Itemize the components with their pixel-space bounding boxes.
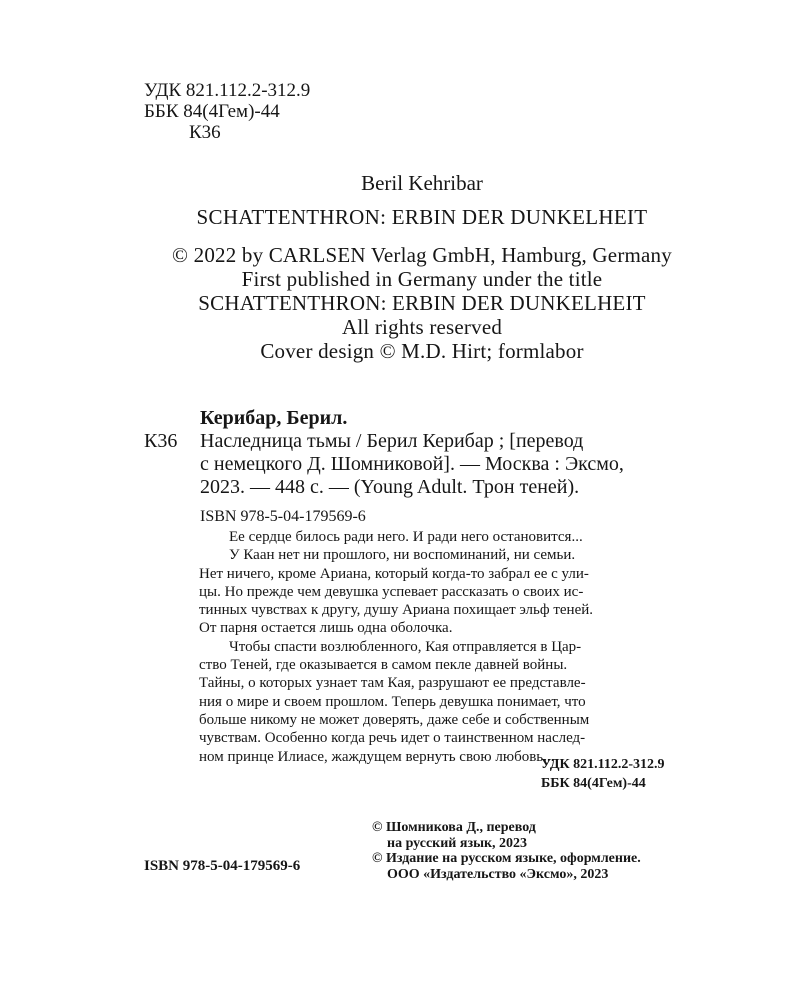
russian-copyright-block [372,820,641,882]
annotation-line: От парня остается лишь одна оболочка. [199,620,453,637]
annotation-line: чувствам. Особенно когда речь идет о таинственном наслед- [199,730,586,747]
annotation-paragraph [199,528,704,546]
rights-line: Cover design © M.D. Hirt; formlabor [260,339,584,363]
copyright-line: на русский язык, 2023 [387,835,528,851]
annotation-line: Нет ничего, кроме Ариана, который когда-то забрал ее с ули- [199,565,589,582]
catalog-isbn: ISBN 978-5-04-179569-6 [200,508,366,525]
catalog-line: Наследница тьмы / Берил Керибар ; [перевод [200,430,584,452]
isbn-bottom: ISBN 978-5-04-179569-6 [144,858,301,874]
bbk-code: ББК 84(4Гем)-44 [144,101,280,122]
copyright-line: © Шомникова Д., перевод [372,820,536,835]
annotation-line: У Каан нет ни прошлого, ни воспоминаний, ни семьи. [229,547,576,564]
author-mark: К36 [189,122,221,143]
annotation-paragraph [199,638,704,766]
annotation-line: тинных чувствах к другу, душу Ариана похищает эльф теней. [199,602,594,619]
rights-line: © 2022 by CARLSEN Verlag GmbH, Hamburg, Germany [172,243,672,267]
original-title: SCHATTENTHRON: ERBIN DER DUNKELHEIT [196,205,648,229]
catalog-line: 2023. — 448 с. — (Young Adult. Трон теней). [200,476,580,498]
original-author: Beril Kehribar [361,171,483,195]
annotation [199,528,704,766]
annotation-line: Тайны, о которых узнает там Кая, разрушают ее представле- [199,675,586,692]
classification-codes [144,80,310,143]
rights-line: SCHATTENTHRON: ERBIN DER DUNKELHEIT [198,291,646,315]
annotation-line: больше никому не может доверять, даже себе и собственным [199,711,590,728]
bbk-code: ББК 84(4Гем)-44 [541,776,646,791]
rights-line: All rights reserved [341,315,503,339]
copyright-line: ООО «Издательство «Эксмо», 2023 [387,866,609,882]
annotation-line: ство Теней, где оказывается в самом пекле давней войны. [199,657,568,674]
annotation-line: Чтобы спасти возлюбленного, Кая отправляется в Цар- [229,638,582,655]
annotation-line: цы. Но прежде чем девушка успевает рассказать о своих ис- [199,583,584,600]
annotation-paragraph [199,546,704,637]
catalog-line: с немецкого Д. Шомниковой]. — Москва : Эксмо, [200,453,624,475]
catalog-heading: Керибар, Берил. [200,407,348,429]
annotation-line: ния о мире и своем прошлом. Теперь девушка понимает, что [199,693,586,710]
annotation-line: ном принце Илиасе, жаждущем вернуть свою любовь... [199,748,555,765]
udk-code: УДК 821.112.2-312.9 [541,757,665,772]
right-classification-codes [541,755,665,793]
rights-line: First published in Germany under the title [241,267,603,291]
copyright-line: © Издание на русском языке, оформление. [372,851,641,866]
original-rights-block [0,243,800,363]
udk-code: УДК 821.112.2-312.9 [144,80,311,101]
annotation-line: Ее сердце билось ради него. И ради него остановится... [229,529,583,545]
catalog-code: К36 [144,430,178,452]
